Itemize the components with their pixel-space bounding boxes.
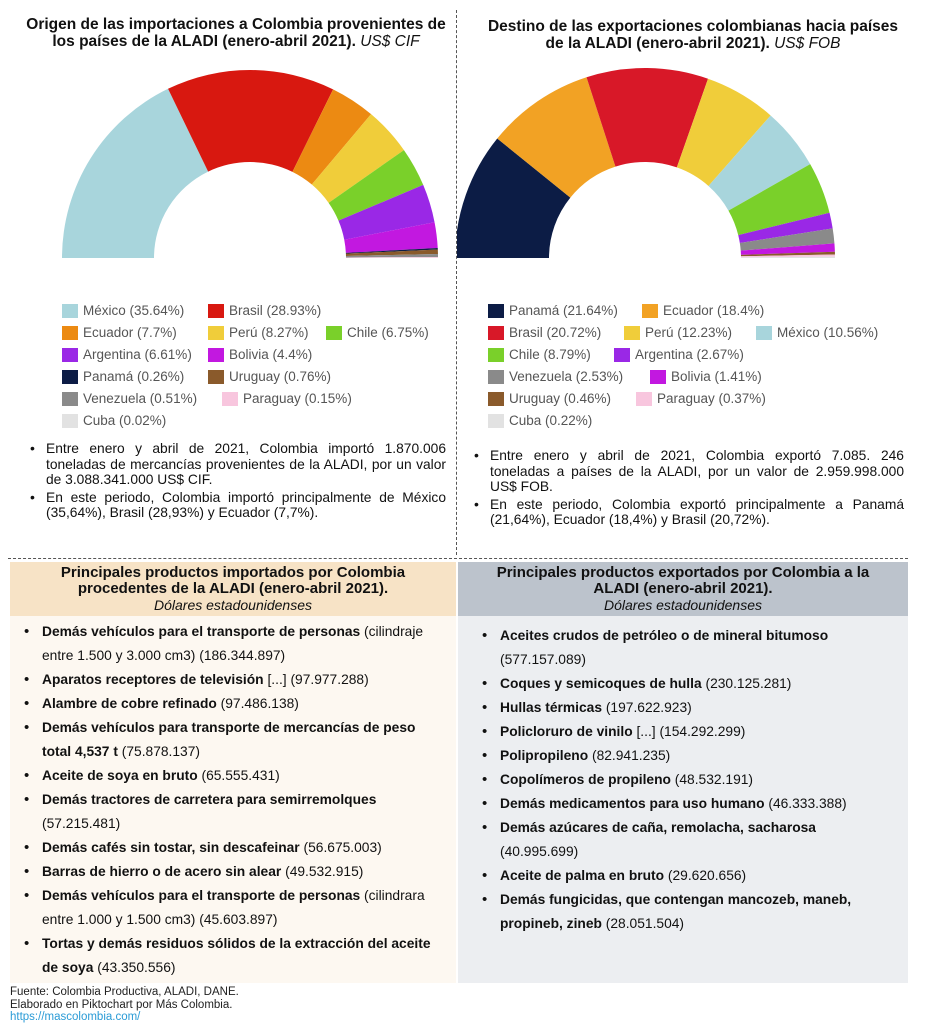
exports-product-value: (40.995.699) xyxy=(500,844,579,859)
export-legend-swatch xyxy=(756,326,772,340)
import-summary-list xyxy=(28,441,446,523)
import-legend-item xyxy=(222,391,352,406)
import-legend-swatch xyxy=(208,370,224,384)
export-legend-item xyxy=(650,369,762,384)
imports-product-value: (cilindraje entre 1.500 y 3.000 cm3) (186.344.897) xyxy=(42,624,424,663)
import-legend-label: Panamá (0.26%) xyxy=(83,369,185,384)
exports-product-value: (46.333.388) xyxy=(764,796,847,811)
imports-product-value: (75.878.137) xyxy=(117,744,200,759)
import-legend-swatch xyxy=(62,326,78,340)
exports-product-item xyxy=(478,768,898,792)
exports-product-value: (29.620.656) xyxy=(664,868,747,883)
export-legend-label: Cuba (0.22%) xyxy=(509,413,593,428)
imports-panel-subtitle: Dólares estadounidenses xyxy=(154,597,312,613)
imports-product-value: (57.215.481) xyxy=(42,816,121,831)
exports-panel-header xyxy=(458,562,908,616)
exports-product-name: Policloruro de vinilo xyxy=(500,724,633,739)
export-legend-swatch xyxy=(488,304,504,318)
import-legend-swatch xyxy=(208,348,224,362)
footer xyxy=(10,986,239,1024)
imports-product-item xyxy=(20,860,448,884)
imports-product-name: Demás tractores de carretera para semirremolques xyxy=(42,792,377,807)
export-legend-swatch xyxy=(636,392,652,406)
import-donut-chart xyxy=(0,0,456,290)
import-legend-item xyxy=(208,347,312,362)
exports-product-item xyxy=(478,624,898,672)
exports-product-item xyxy=(478,864,898,888)
imports-product-value: (cilindrara entre 1.000 y 1.500 cm3) (45.603.897) xyxy=(42,888,425,927)
export-legend-swatch xyxy=(488,348,504,362)
import-legend-item xyxy=(326,325,429,340)
exports-product-item xyxy=(478,792,898,816)
imports-product-value: (43.350.556) xyxy=(93,960,176,975)
export-legend-swatch xyxy=(650,370,666,384)
imports-product-item xyxy=(20,836,448,860)
exports-product-value: (28.051.504) xyxy=(601,916,685,931)
import-legend-swatch xyxy=(62,348,78,362)
export-legend-item xyxy=(642,303,764,318)
exports-product-value: (197.622.923) xyxy=(602,700,692,715)
export-legend-item xyxy=(488,413,592,428)
exports-panel-title: Principales productos exportados por Colombia a la ALADI (enero-abril 2021). xyxy=(496,564,870,597)
imports-product-item xyxy=(20,932,448,980)
export-legend-swatch xyxy=(614,348,630,362)
imports-product-name: Aparatos receptores de televisión xyxy=(42,672,264,687)
import-legend-swatch xyxy=(208,304,224,318)
exports-panel-subtitle: Dólares estadounidenses xyxy=(604,597,762,613)
export-legend-item xyxy=(624,325,732,340)
imports-product-value: (56.675.003) xyxy=(299,840,382,855)
import-legend-label: México (35.64%) xyxy=(83,303,185,318)
import-legend-label: Perú (8.27%) xyxy=(229,325,309,340)
import-legend-swatch xyxy=(208,326,224,340)
import-legend-item xyxy=(62,325,177,340)
exports-product-value: (577.157.089) xyxy=(500,652,586,667)
export-summary-item: • Entre enero y abril de 2021, Colombia exportó 7.085. 246 toneladas a países de la ALADI, por un valor de 2.959.998.000 US$ FOB. xyxy=(472,448,904,495)
export-legend-item xyxy=(488,303,618,318)
imports-product-name: Alambre de cobre refinado xyxy=(42,696,217,711)
imports-product-value: (97.486.138) xyxy=(216,696,299,711)
imports-product-item xyxy=(20,620,448,668)
import-summary-item: • En este periodo, Colombia importó principalmente de México (35,64%), Brasil (28,93%) y Ecuador (7,7%). xyxy=(28,490,446,521)
import-legend-item xyxy=(62,303,184,318)
import-legend-label: Bolivia (4.4%) xyxy=(229,347,313,362)
imports-product-name: Demás vehículos para el transporte de personas xyxy=(42,888,361,903)
exports-products-panel xyxy=(458,562,908,983)
imports-product-name: Tortas y demás residuos sólidos de la extracción del aceite de soya xyxy=(42,936,431,975)
import-legend-label: Ecuador (7.7%) xyxy=(83,325,177,340)
exports-product-name: Demás azúcares de caña, remolacha, sacharosa xyxy=(500,820,816,835)
imports-product-item xyxy=(20,884,448,932)
imports-products-panel xyxy=(10,562,456,983)
import-legend-label: Venezuela (0.51%) xyxy=(83,391,198,406)
imports-product-value: [...] (97.977.288) xyxy=(263,672,369,687)
export-legend-swatch xyxy=(642,304,658,318)
import-legend-label: Paraguay (0.15%) xyxy=(243,391,352,406)
export-legend-item xyxy=(488,369,623,384)
exports-product-value: (230.125.281) xyxy=(701,676,792,691)
exports-product-item xyxy=(478,720,898,744)
export-donut-chart xyxy=(457,0,917,290)
exports-product-item xyxy=(478,672,898,696)
export-legend-label: Chile (8.79%) xyxy=(509,347,591,362)
import-legend-swatch xyxy=(62,414,78,428)
export-legend-label: Argentina (2.67%) xyxy=(635,347,744,362)
exports-product-name: Demás medicamentos para uso humano xyxy=(500,796,765,811)
export-legend-label: Panamá (21.64%) xyxy=(509,303,618,318)
export-legend-item xyxy=(488,391,611,406)
import-legend-swatch xyxy=(62,370,78,384)
imports-product-name: Demás cafés sin tostar, sin descafeinar xyxy=(42,840,300,855)
export-legend-swatch xyxy=(488,392,504,406)
import-summary-item: • Entre enero y abril de 2021, Colombia importó 1.870.006 toneladas de mercancías provenientes de la ALADI, por un valor de 3.088.341.000 US$ CIF. xyxy=(28,441,446,488)
import-legend-item xyxy=(62,369,184,384)
export-legend-swatch xyxy=(624,326,640,340)
export-legend-item xyxy=(488,347,591,362)
exports-product-item xyxy=(478,888,898,936)
import-legend-swatch xyxy=(222,392,238,406)
import-chart-title-text: Origen de las importaciones a Colombia provenientes de los países de la ALADI (enero-abril 2021). xyxy=(26,16,446,50)
vertical-divider xyxy=(456,10,457,555)
imports-product-value: (49.532.915) xyxy=(281,864,364,879)
import-legend-item xyxy=(208,303,321,318)
export-legend-item xyxy=(756,325,878,340)
imports-product-item xyxy=(20,788,448,836)
export-chart-title-text: Destino de las exportaciones colombianas hacia países de la ALADI (enero-abril 2021). xyxy=(487,18,899,52)
export-legend-label: Brasil (20.72%) xyxy=(509,325,602,340)
imports-product-value: (65.555.431) xyxy=(197,768,280,783)
export-legend-label: Perú (12.23%) xyxy=(645,325,733,340)
export-legend-label: Paraguay (0.37%) xyxy=(657,391,766,406)
horizontal-divider xyxy=(8,558,908,559)
import-legend-label: Cuba (0.02%) xyxy=(83,413,167,428)
exports-product-name: Copolímeros de propileno xyxy=(500,772,671,787)
imports-panel-title: Principales productos importados por Colombia procedentes de la ALADI (enero-abril 2021). xyxy=(60,564,406,597)
export-legend-item xyxy=(636,391,766,406)
imports-product-item xyxy=(20,764,448,788)
export-chart-unit: US$ FOB xyxy=(774,35,841,52)
export-legend-label: Bolivia (1.41%) xyxy=(671,369,762,384)
exports-product-value: [...] (154.292.299) xyxy=(632,724,746,739)
import-legend-item xyxy=(62,391,197,406)
footer-source: Fuente: Colombia Productiva, ALADI, DANE. xyxy=(10,986,239,998)
imports-product-item xyxy=(20,692,448,716)
exports-product-value: (82.941.235) xyxy=(588,748,671,763)
imports-product-item xyxy=(20,716,448,764)
exports-product-name: Demás fungicidas, que contengan mancozeb, maneb, propineb, zineb xyxy=(500,892,852,931)
exports-product-name: Aceite de palma en bruto xyxy=(500,868,665,883)
export-legend-swatch xyxy=(488,326,504,340)
exports-product-name: Aceites crudos de petróleo o de mineral bitumoso xyxy=(500,628,829,643)
export-legend-swatch xyxy=(488,370,504,384)
imports-product-name: Demás vehículos para transporte de mercancías de peso total 4,537 t xyxy=(42,720,416,759)
export-legend-label: Uruguay (0.46%) xyxy=(509,391,612,406)
import-legend-swatch xyxy=(326,326,342,340)
import-legend-label: Chile (6.75%) xyxy=(347,325,429,340)
exports-product-name: Hullas térmicas xyxy=(500,700,602,715)
export-legend-label: México (10.56%) xyxy=(777,325,879,340)
import-legend-label: Argentina (6.61%) xyxy=(83,347,192,362)
exports-product-name: Polipropileno xyxy=(500,748,589,763)
footer-link[interactable]: https://mascolombia.com/ xyxy=(10,1011,141,1023)
footer-credit: Elaborado en Piktochart por Más Colombia. xyxy=(10,998,233,1011)
export-legend-item xyxy=(614,347,744,362)
import-legend-label: Uruguay (0.76%) xyxy=(229,369,332,384)
imports-product-name: Barras de hierro o de acero sin alear xyxy=(42,864,282,879)
export-summary-list xyxy=(472,448,904,530)
export-legend-label: Venezuela (2.53%) xyxy=(509,369,624,384)
export-summary-item: • En este periodo, Colombia exportó principalmente a Panamá (21,64%), Ecuador (18,4%) y Brasil (20,72%). xyxy=(472,497,904,528)
import-legend-item xyxy=(62,347,192,362)
export-legend-label: Ecuador (18.4%) xyxy=(663,303,765,318)
imports-product-name: Demás vehículos para el transporte de personas xyxy=(42,624,361,639)
export-legend-item xyxy=(488,325,601,340)
exports-product-item xyxy=(478,744,898,768)
imports-product-item xyxy=(20,668,448,692)
export-legend-swatch xyxy=(488,414,504,428)
exports-product-list xyxy=(478,624,898,936)
import-legend-label: Brasil (28.93%) xyxy=(229,303,322,318)
exports-product-item xyxy=(478,696,898,720)
imports-product-name: Aceite de soya en bruto xyxy=(42,768,198,783)
import-legend-item xyxy=(208,369,331,384)
import-legend-swatch xyxy=(62,304,78,318)
exports-product-value: (48.532.191) xyxy=(670,772,754,787)
imports-panel-header xyxy=(10,562,456,616)
import-legend-swatch xyxy=(62,392,78,406)
import-legend-item xyxy=(62,413,166,428)
import-chart-unit: US$ CIF xyxy=(360,33,420,50)
import-legend-item xyxy=(208,325,309,340)
imports-product-list xyxy=(20,620,448,980)
exports-product-name: Coques y semicoques de hulla xyxy=(500,676,702,691)
exports-product-item xyxy=(478,816,898,864)
